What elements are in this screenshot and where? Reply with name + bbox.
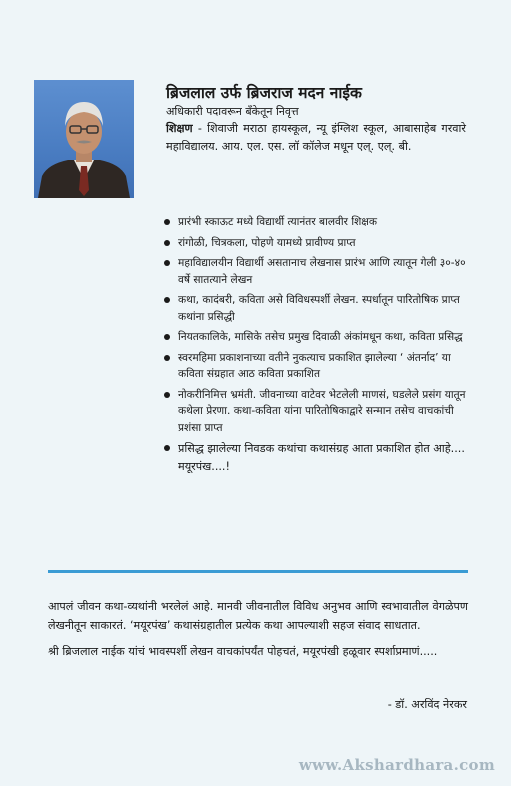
review-block <box>48 598 468 662</box>
review-paragraph: आपलं जीवन कथा-व्यथांनी भरलेलं आहे. मानवी जीवनातील विविध अनुभव आणि स्वभावातील वेगळेपण लेखनीतून साकारतं. ‘मयूरपंख’ कथासंग्रहातील प्रत्येक कथा आपल्याशी सहज संवाद साधतात. <box>48 600 468 632</box>
author-bio <box>166 83 466 156</box>
author-name: ब्रिजलाल उर्फ ब्रिजराज मदन नाईक <box>166 84 362 102</box>
list-item: प्रारंभी स्काऊट मध्ये विद्यार्थी त्यानंतर बालवीर शिक्षक <box>163 214 473 231</box>
list-item: रांगोळी, चित्रकला, पोहणे यामध्ये प्रावीण्य प्राप्त <box>163 235 473 252</box>
author-photo <box>34 80 134 198</box>
list-item: प्रसिद्ध झालेल्या निवडक कथांचा कथासंग्रह आता प्रकाशित होत आहे.... मयूरपंख....! <box>163 440 473 476</box>
review-paragraph: श्री ब्रिजलाल नाईक यांचं भावस्पर्शी लेखन वाचकांपर्यंत पोहचतं, मयूरपंखी हळूवार स्पर्शाप्रमाणं..... <box>48 645 438 658</box>
education <box>166 120 466 156</box>
retired-line: अधिकारी पदावरून बँकेतून निवृत्त <box>166 105 299 118</box>
highlights-list <box>163 214 473 480</box>
watermark: www.Akshardhara.com <box>298 756 495 774</box>
education-label: शिक्षण <box>166 122 193 135</box>
review-signature: - डॉ. अरविंद नेरकर <box>387 698 467 711</box>
section-divider <box>48 570 468 573</box>
list-item: कथा, कादंबरी, कविता असे विविधस्पर्शी लेखन. स्पर्धातून पारितोषिक प्राप्त कथांना प्रसिद्धी <box>163 292 473 325</box>
education-text: - शिवाजी मराठा हायस्कूल, न्यू इंग्लिश स्कूल, आबासाहेब गरवारे महाविद्यालय. आय. एल. एस. लॉ कॉलेज मधून एल्‌. एल्‌. बी. <box>166 122 466 153</box>
list-item: स्वरमहिमा प्रकाशनाच्या वतीने नुकत्याच प्रकाशित झालेल्या ‘ अंतर्नाद’ या कविता संग्रहात आठ कविता प्रकाशित <box>163 350 473 383</box>
list-item: महाविद्यालयीन विद्यार्थी असतानाच लेखनास प्रारंभ आणि त्यातून गेली ३०-४० वर्षे सातत्याने लेखन <box>163 255 473 288</box>
list-item: नियतकालिके, मासिके तसेच प्रमुख दिवाळी अंकांमधून कथा, कविता प्रसिद्ध <box>163 329 473 346</box>
list-item: नोकरीनिमित्त भ्रमंती. जीवनाच्या वाटेवर भेटलेली माणसं, घडलेले प्रसंग यातून कथेला प्रेरणा. कथा-कविता यांना पारितोषिकाद्वारे सन्मान तसेच वाचकांची प्रशंसा प्राप्त <box>163 387 473 437</box>
